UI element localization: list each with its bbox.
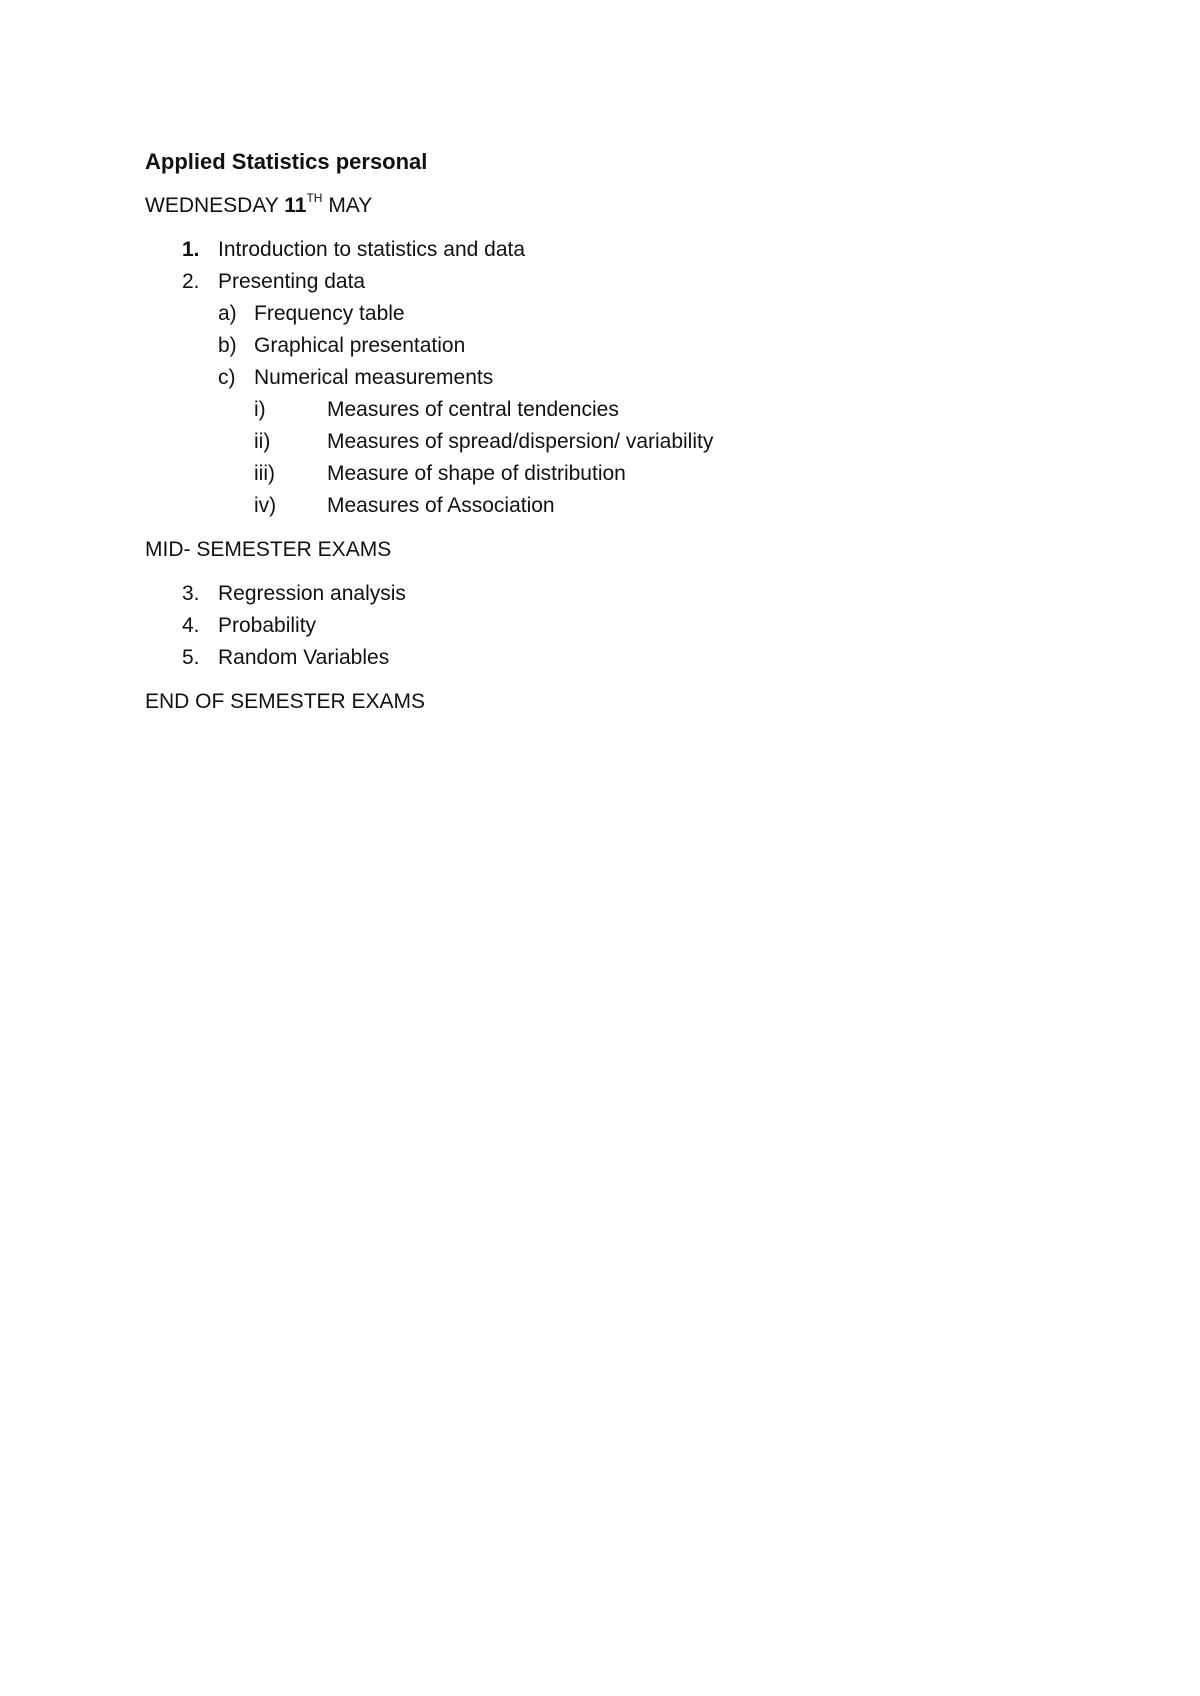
- topic-list-second-half: [145, 578, 1045, 674]
- list-item-text: Measure of shape of distribution: [327, 462, 626, 485]
- list-marker: iii): [254, 462, 275, 485]
- list-item-text: Probability: [218, 614, 317, 637]
- list-sub-sub-item: [145, 394, 1045, 426]
- list-marker: b): [218, 334, 237, 357]
- list-marker: c): [218, 366, 236, 389]
- list-sub-sub-item: [145, 458, 1045, 490]
- list-marker: 2.: [182, 270, 200, 293]
- list-item: [145, 266, 1045, 298]
- date-suffix: TH: [306, 191, 323, 205]
- list-item-text: Regression analysis: [218, 582, 406, 605]
- list-sub-sub-item: [145, 490, 1045, 522]
- document-body: [145, 146, 1045, 730]
- date-month: MAY: [328, 194, 373, 217]
- list-sub-item: [145, 362, 1045, 394]
- list-item: [145, 234, 1045, 266]
- end-semester-heading: END OF SEMESTER EXAMS: [145, 690, 426, 713]
- list-item-text: Introduction to statistics and data: [218, 238, 526, 261]
- list-marker: iv): [254, 494, 277, 517]
- list-item-text: Presenting data: [218, 270, 366, 293]
- list-marker: 4.: [182, 614, 200, 637]
- list-sub-item: [145, 330, 1045, 362]
- mid-semester-heading: MID- SEMESTER EXAMS: [145, 538, 392, 561]
- document-title: Applied Statistics personal: [145, 149, 428, 174]
- topic-list-first-half: [145, 234, 1045, 522]
- list-marker: 3.: [182, 582, 200, 605]
- list-item-text: Frequency table: [254, 302, 405, 325]
- list-marker: i): [254, 398, 266, 421]
- list-item-text: Graphical presentation: [254, 334, 466, 357]
- list-item: [145, 610, 1045, 642]
- date-weekday: WEDNESDAY: [145, 194, 279, 217]
- list-marker: 5.: [182, 646, 200, 669]
- list-item-text: Measures of central tendencies: [327, 398, 619, 421]
- list-marker: a): [218, 302, 237, 325]
- list-marker: ii): [254, 430, 271, 453]
- date-day: 11: [284, 194, 307, 217]
- list-item-text: Random Variables: [218, 646, 390, 669]
- list-item-text: Measures of Association: [327, 494, 555, 517]
- list-item: [145, 578, 1045, 610]
- list-sub-sub-item: [145, 426, 1045, 458]
- list-sub-item: [145, 298, 1045, 330]
- list-marker: 1.: [182, 238, 200, 261]
- date-heading: [145, 190, 1045, 222]
- list-item-text: Measures of spread/dispersion/ variability: [327, 430, 714, 453]
- list-item: [145, 642, 1045, 674]
- list-item-text: Numerical measurements: [254, 366, 494, 389]
